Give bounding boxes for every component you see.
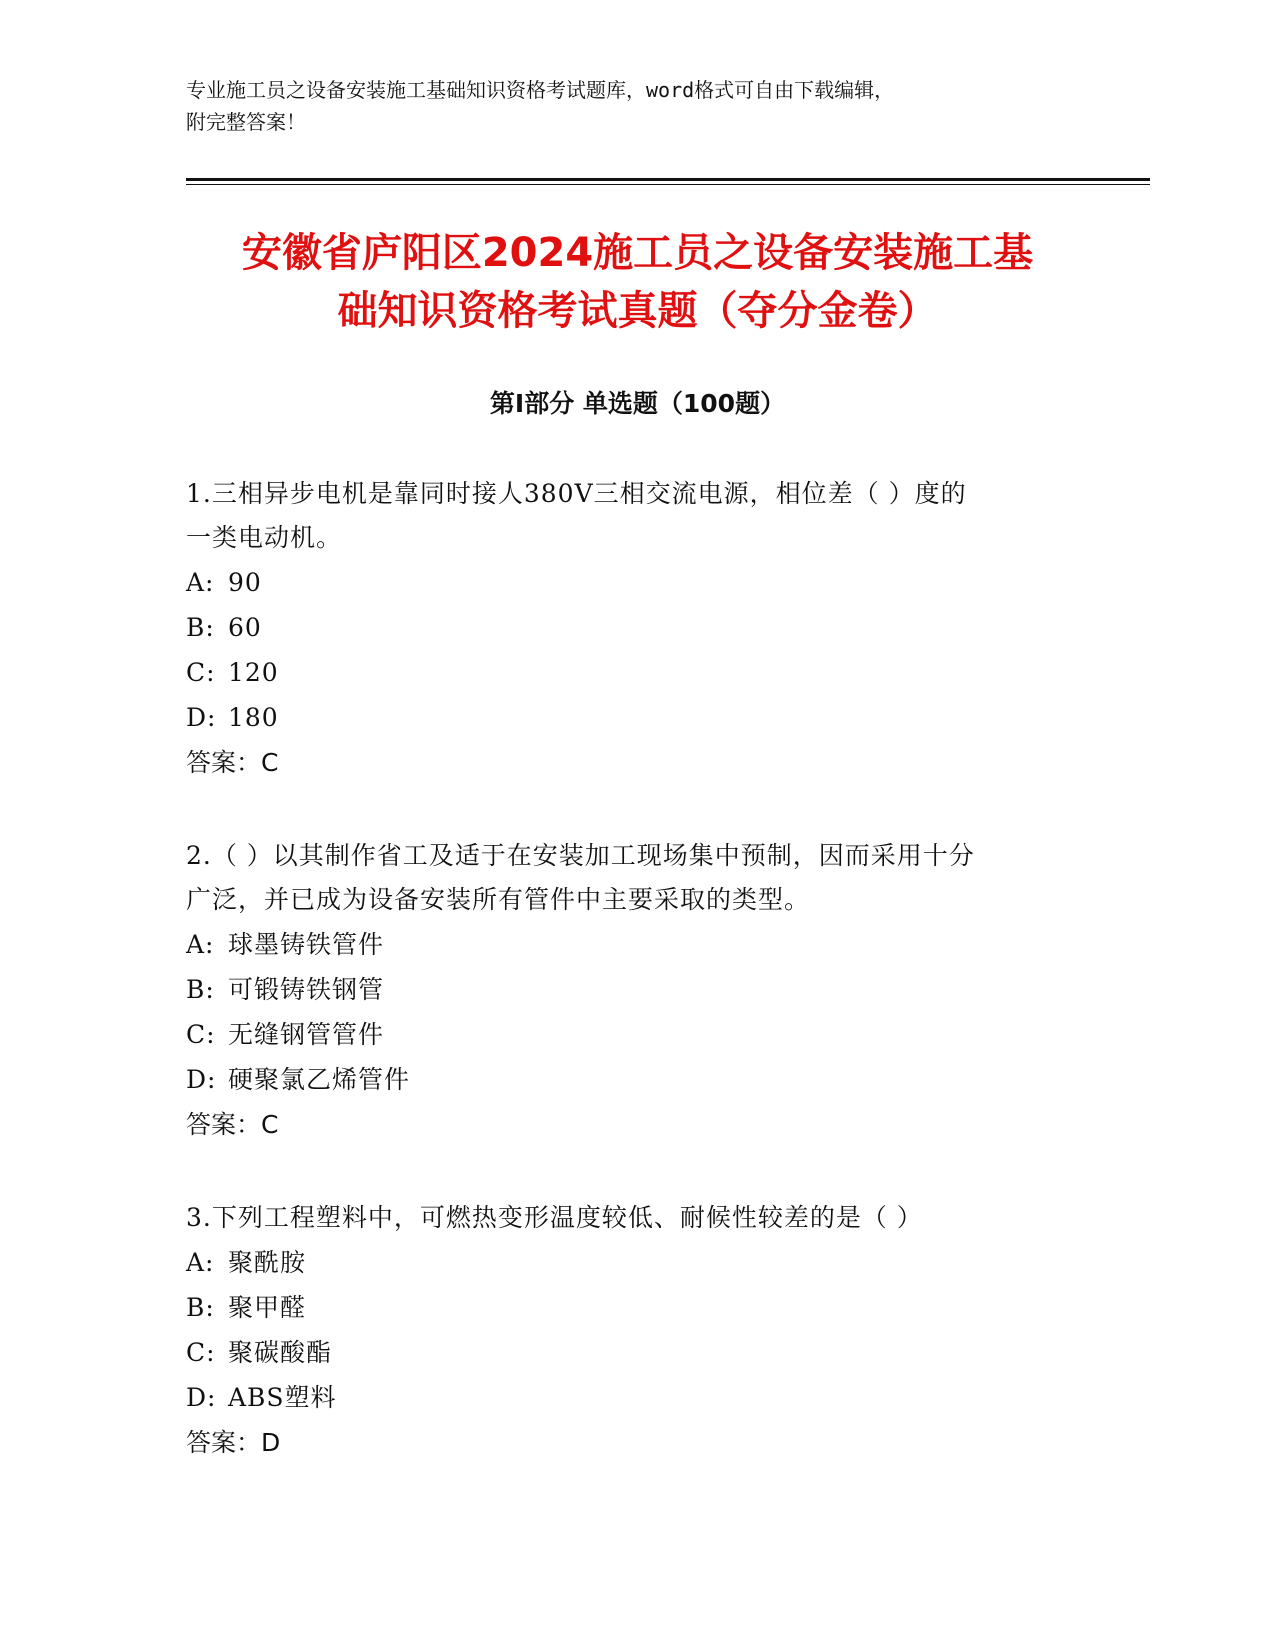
option-text: ABS塑料 — [228, 1383, 337, 1412]
option-text: 聚甲醛 — [228, 1293, 307, 1322]
option-label: A: — [186, 568, 215, 597]
option-label: D: — [186, 703, 217, 732]
option-c — [186, 1012, 1086, 1057]
option-d — [186, 695, 1086, 740]
option-text: 球墨铸铁管件 — [228, 930, 385, 959]
option-text: 无缝钢管管件 — [228, 1020, 385, 1049]
option-c — [186, 650, 1086, 695]
question-stem-line: 广泛，并已成为设备安装所有管件中主要采取的类型。 — [186, 885, 811, 914]
header-note-line: 专业施工员之设备安装施工基础知识资格考试题库，word格式可自由下载编辑， — [186, 78, 895, 102]
option-text: 120 — [228, 658, 279, 687]
option-a — [186, 1240, 1086, 1285]
header-divider — [186, 178, 1150, 181]
document-title — [150, 224, 1125, 340]
question-stem-line: 2.（ ）以其制作省工及适于在安装加工现场集中预制，因而采用十分 — [186, 841, 975, 870]
header-divider-thin — [186, 184, 1150, 185]
option-a — [186, 922, 1086, 967]
option-d — [186, 1057, 1086, 1102]
option-text: 180 — [228, 703, 279, 732]
option-text: 聚碳酸酯 — [228, 1338, 333, 1367]
answer: 答案：C — [186, 748, 279, 777]
option-text: 可锻铸铁钢管 — [228, 975, 385, 1004]
option-label: D: — [186, 1065, 217, 1094]
option-a — [186, 560, 1086, 605]
option-label: B: — [186, 613, 215, 642]
option-text: 90 — [228, 568, 262, 597]
option-label: C: — [186, 658, 216, 687]
section-heading: 第Ⅰ部分 单选题（100题） — [489, 389, 786, 418]
option-b — [186, 605, 1086, 650]
header-note — [186, 74, 1066, 138]
option-text: 60 — [228, 613, 262, 642]
option-c — [186, 1330, 1086, 1375]
question-stem-line: 3.下列工程塑料中，可燃热变形温度较低、耐候性较差的是（ ） — [186, 1203, 923, 1232]
answer: 答案：D — [186, 1428, 281, 1457]
option-label: D: — [186, 1383, 217, 1412]
option-b — [186, 1285, 1086, 1330]
option-d — [186, 1375, 1086, 1420]
option-label: A: — [186, 930, 215, 959]
answer: 答案：C — [186, 1110, 279, 1139]
question-3 — [186, 1196, 1086, 1465]
option-label: C: — [186, 1020, 216, 1049]
option-label: B: — [186, 1293, 215, 1322]
document-title-line: 础知识资格考试真题（夺分金卷） — [337, 288, 938, 334]
question-stem-line: 一类电动机。 — [186, 523, 343, 552]
question-2 — [186, 834, 1086, 1147]
option-text: 聚酰胺 — [228, 1248, 307, 1277]
option-text: 硬聚氯乙烯管件 — [228, 1065, 411, 1094]
header-note-line: 附完整答案！ — [186, 110, 306, 134]
question-stem-line: 1.三相异步电机是靠同时接人380V三相交流电源，相位差（ ）度的 — [186, 479, 967, 508]
question-1 — [186, 472, 1086, 785]
option-b — [186, 967, 1086, 1012]
document-title-line: 安徽省庐阳区2024施工员之设备安装施工基 — [241, 230, 1034, 276]
option-label: A: — [186, 1248, 215, 1277]
option-label: B: — [186, 975, 215, 1004]
option-label: C: — [186, 1338, 216, 1367]
